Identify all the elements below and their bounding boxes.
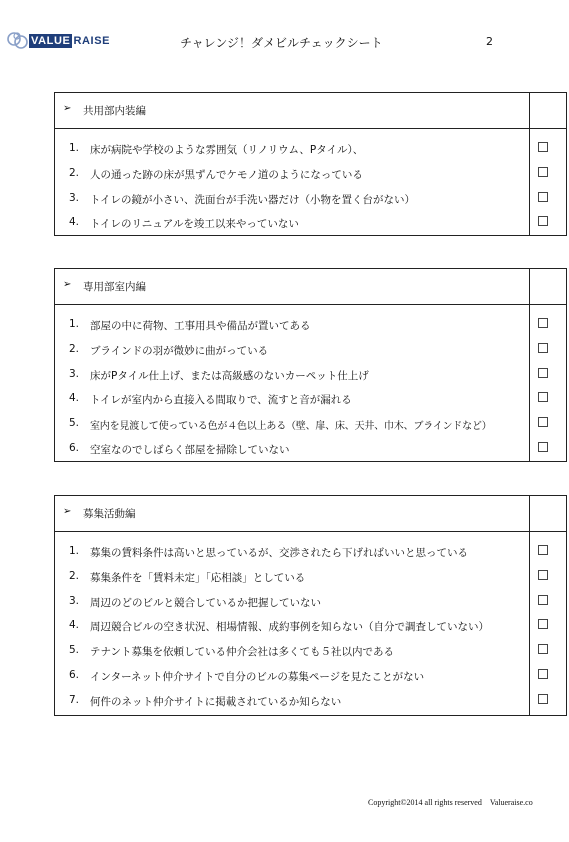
checklist-item <box>55 363 566 388</box>
item-text: 募集条件を「賃料未定」「応相談」としている <box>90 571 306 584</box>
item-number: 2. <box>69 166 80 179</box>
page-header <box>0 0 569 60</box>
item-text: 何件のネット仲介サイトに掲載されているか知らない <box>90 695 342 708</box>
checklist-item <box>55 187 566 212</box>
checklist-item <box>55 639 566 664</box>
item-text: 床が病院や学校のような雰囲気（リノリウム、Pタイル）、 <box>90 144 364 156</box>
checklist-item <box>55 313 566 338</box>
checkbox-icon[interactable] <box>538 368 548 378</box>
arrowhead-icon: ➢ <box>63 103 72 114</box>
item-text: 床がPタイル仕上げ、または高級感のないカーペット仕上げ <box>90 369 369 382</box>
checklist-item <box>55 565 566 590</box>
checkbox-icon[interactable] <box>538 545 548 555</box>
item-text: 部屋の中に荷物、工事用具や備品が置いてある <box>90 320 311 332</box>
item-number: 4. <box>69 216 80 229</box>
section-common-interior <box>54 92 567 236</box>
item-text: 空室なのでしばらく部屋を掃除していない <box>90 443 290 456</box>
logo-text-raise: RAISE <box>73 35 111 47</box>
item-number: 1. <box>69 318 80 330</box>
section-private-room <box>54 268 567 462</box>
item-text: トイレの鏡が小さい、洗面台が手洗い器だけ（小物を置く台がない） <box>90 193 415 206</box>
checkbox-icon[interactable] <box>538 694 548 704</box>
item-number: 4. <box>69 392 80 405</box>
checkbox-icon[interactable] <box>538 442 548 452</box>
item-text: 人の通った跡の床が黒ずんでケモノ道のようになっている <box>90 168 363 181</box>
checkbox-icon[interactable] <box>538 318 548 328</box>
checklist-item <box>55 412 566 437</box>
item-text: インターネット仲介サイトで自分のビルの募集ページを見たことがない <box>90 670 425 683</box>
item-text: 周辺のどのビルと競合しているか把握していない <box>90 596 321 609</box>
checklist-item <box>55 387 566 412</box>
company-logo <box>6 30 110 52</box>
section-title: 共用部内装編 <box>83 105 146 117</box>
checklist-item <box>55 540 566 565</box>
checklist-item <box>55 689 566 714</box>
item-number: 2. <box>69 569 80 582</box>
item-number: 7. <box>69 693 80 706</box>
checkbox-icon[interactable] <box>538 343 548 353</box>
item-number: 1. <box>69 142 80 154</box>
logo-mark-icon <box>6 30 30 52</box>
item-text: トイレのリニュアルを竣工以来やっていない <box>90 218 299 231</box>
checkbox-icon[interactable] <box>538 644 548 654</box>
item-number: 5. <box>69 417 80 430</box>
section-title: 募集活動編 <box>83 508 136 520</box>
item-number: 5. <box>69 644 80 657</box>
checkbox-icon[interactable] <box>538 192 548 202</box>
checklist-item <box>55 211 566 236</box>
section-header <box>55 496 566 532</box>
arrowhead-icon: ➢ <box>63 506 72 517</box>
checkbox-icon[interactable] <box>538 142 548 152</box>
checklist-item <box>55 437 566 462</box>
checklist-item <box>55 590 566 615</box>
checkbox-icon[interactable] <box>538 669 548 679</box>
checklist-item <box>55 137 566 162</box>
item-number: 3. <box>69 191 80 204</box>
item-number: 3. <box>69 594 80 607</box>
item-number: 2. <box>69 342 80 355</box>
item-text: 周辺競合ビルの空き状況、相場情報、成約事例を知らない（自分で調査していない） <box>90 621 489 634</box>
checkbox-icon[interactable] <box>538 216 548 226</box>
item-text: トイレが室内から直接入る間取りで、流すと音が漏れる <box>90 394 352 407</box>
document-title: チャレンジ！ダメビルチェックシート <box>180 36 383 50</box>
item-number: 6. <box>69 441 80 454</box>
section-recruitment <box>54 495 567 716</box>
item-number: 3. <box>69 367 80 380</box>
item-text: 募集の賃料条件は高いと思っているが、交渉されたら下げればいいと思っている <box>90 547 468 559</box>
checkbox-icon[interactable] <box>538 417 548 427</box>
footer-site: Valueraise.co <box>489 798 533 807</box>
logo-text-value: VALUE <box>31 35 71 47</box>
section-header <box>55 269 566 305</box>
item-text: 室内を見渡して使っている色が４色以上ある（壁、扉、床、天井、巾木、ブラインドなど） <box>90 421 492 433</box>
page-footer <box>368 798 533 807</box>
item-text: ブラインドの羽が微妙に曲がっている <box>90 344 269 357</box>
arrowhead-icon: ➢ <box>63 279 72 290</box>
item-number: 1. <box>69 545 80 557</box>
page-number: 2 <box>486 35 493 48</box>
checkbox-icon[interactable] <box>538 619 548 629</box>
checklist-item <box>55 162 566 187</box>
checkbox-icon[interactable] <box>538 167 548 177</box>
section-title: 専用部室内編 <box>83 281 146 293</box>
checklist-item <box>55 338 566 363</box>
section-header <box>55 93 566 129</box>
checkbox-icon[interactable] <box>538 392 548 402</box>
item-text: テナント募集を依頼している仲介会社は多くても５社以内である <box>90 646 394 659</box>
checkbox-icon[interactable] <box>538 570 548 580</box>
copyright-text: Copyright©2014 all rights reserved <box>368 798 482 807</box>
item-number: 6. <box>69 668 80 681</box>
item-number: 4. <box>69 619 80 632</box>
checklist-item <box>55 614 566 639</box>
checklist-item <box>55 664 566 689</box>
checkbox-icon[interactable] <box>538 595 548 605</box>
